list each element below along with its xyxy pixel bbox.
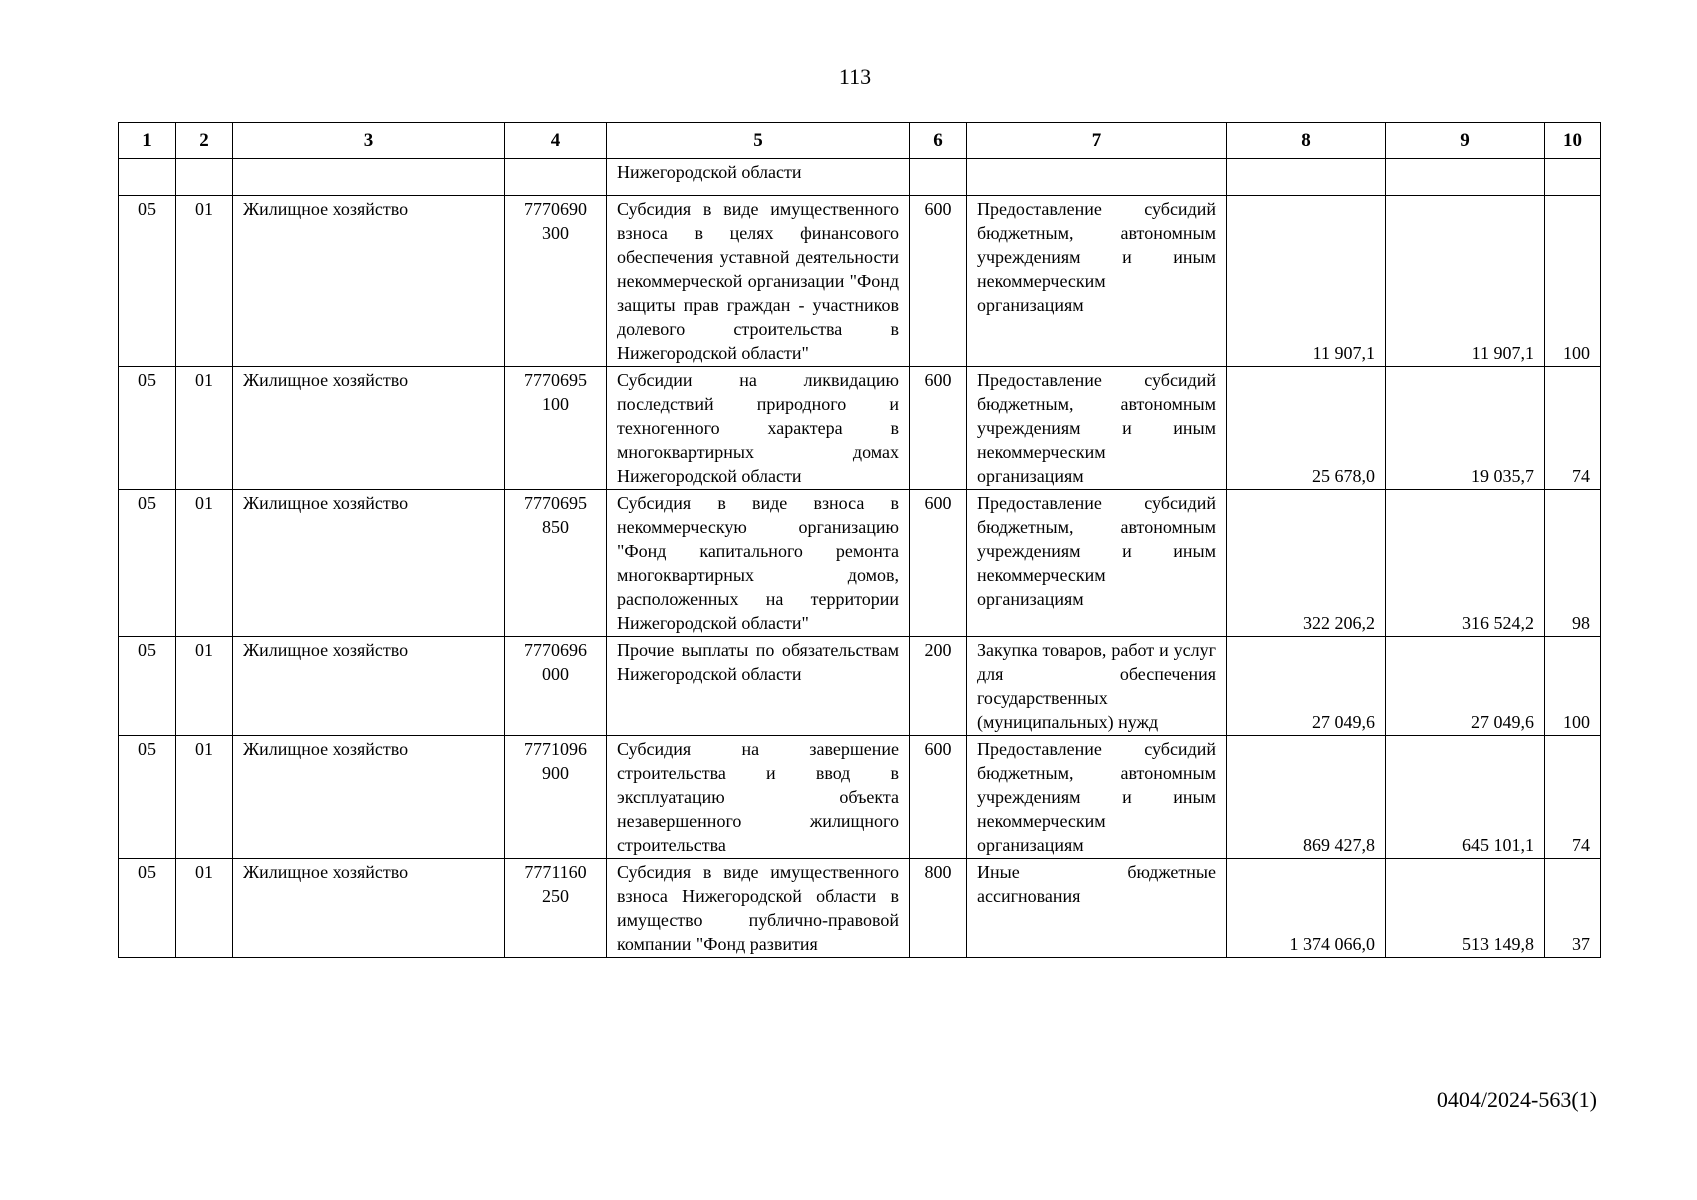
cell-type-code: 600 (910, 490, 967, 637)
cell-code: 7770695 850 (505, 490, 607, 637)
cell-actual: 645 101,1 (1386, 736, 1545, 859)
cell-name (233, 159, 505, 196)
cell-section: 05 (119, 196, 176, 367)
cell-code (505, 159, 607, 196)
cell-plan: 25 678,0 (1227, 367, 1386, 490)
cell-name: Жилищное хозяйство (233, 736, 505, 859)
cell-code: 7771160 250 (505, 859, 607, 958)
cell-type-name: Предоставление субсидий бюджетным, автономным учреждениям и иным некоммерческим организациям (967, 367, 1227, 490)
table-row (119, 490, 1601, 637)
cell-section: 05 (119, 859, 176, 958)
cell-subsection: 01 (176, 367, 233, 490)
cell-description: Нижегородской области (607, 159, 910, 196)
cell-type-code (910, 159, 967, 196)
cell-type-name: Иные бюджетные ассигнования (967, 859, 1227, 958)
header-col-8: 8 (1227, 123, 1386, 159)
cell-section (119, 159, 176, 196)
cell-description: Субсидии на ликвидацию последствий природного и техногенного характера в многоквартирных домах Нижегородской области (607, 367, 910, 490)
header-col-2: 2 (176, 123, 233, 159)
cell-type-code: 800 (910, 859, 967, 958)
cell-percent: 100 (1545, 196, 1601, 367)
table-row (119, 859, 1601, 958)
cell-name: Жилищное хозяйство (233, 367, 505, 490)
cell-section: 05 (119, 367, 176, 490)
cell-section: 05 (119, 490, 176, 637)
header-col-10: 10 (1545, 123, 1601, 159)
cell-percent (1545, 159, 1601, 196)
table-row (119, 637, 1601, 736)
cell-section: 05 (119, 736, 176, 859)
cell-percent: 74 (1545, 367, 1601, 490)
table-header-row (119, 123, 1601, 159)
cell-subsection (176, 159, 233, 196)
cell-type-code: 200 (910, 637, 967, 736)
cell-type-code: 600 (910, 736, 967, 859)
cell-percent: 98 (1545, 490, 1601, 637)
cell-description: Субсидия на завершение строительства и ввод в эксплуатацию объекта незавершенного жилищного строительства (607, 736, 910, 859)
cell-type-code: 600 (910, 367, 967, 490)
header-col-9: 9 (1386, 123, 1545, 159)
cell-type-name: Предоставление субсидий бюджетным, автономным учреждениям и иным некоммерческим организациям (967, 736, 1227, 859)
table-row (119, 367, 1601, 490)
header-col-5: 5 (607, 123, 910, 159)
header-col-3: 3 (233, 123, 505, 159)
cell-name: Жилищное хозяйство (233, 490, 505, 637)
cell-actual: 19 035,7 (1386, 367, 1545, 490)
budget-table (118, 122, 1601, 958)
cell-description: Субсидия в виде имущественного взноса в целях финансового обеспечения уставной деятельности некоммерческой организации "Фонд защиты прав граждан - участников долевого строительства в Нижегородской области" (607, 196, 910, 367)
cell-actual: 316 524,2 (1386, 490, 1545, 637)
cell-type-name: Закупка товаров, работ и услуг для обеспечения государственных (муниципальных) нужд (967, 637, 1227, 736)
cell-section: 05 (119, 637, 176, 736)
cell-type-code: 600 (910, 196, 967, 367)
cell-actual: 11 907,1 (1386, 196, 1545, 367)
cell-description: Субсидия в виде имущественного взноса Нижегородской области в имущество публично-правовой компании "Фонд развития (607, 859, 910, 958)
document-code: 0404/2024-563(1) (1436, 1087, 1597, 1112)
cell-subsection: 01 (176, 490, 233, 637)
cell-actual: 513 149,8 (1386, 859, 1545, 958)
cell-subsection: 01 (176, 196, 233, 367)
header-col-7: 7 (967, 123, 1227, 159)
table-row (119, 196, 1601, 367)
table-row (119, 159, 1601, 196)
cell-subsection: 01 (176, 736, 233, 859)
cell-type-name: Предоставление субсидий бюджетным, автономным учреждениям и иным некоммерческим организациям (967, 196, 1227, 367)
cell-description: Субсидия в виде взноса в некоммерческую организацию "Фонд капитального ремонта многоквартирных домов, расположенных на территории Нижегородской области" (607, 490, 910, 637)
page-number: 113 (838, 64, 872, 89)
cell-actual (1386, 159, 1545, 196)
cell-plan: 11 907,1 (1227, 196, 1386, 367)
cell-plan: 1 374 066,0 (1227, 859, 1386, 958)
cell-subsection: 01 (176, 859, 233, 958)
cell-percent: 37 (1545, 859, 1601, 958)
cell-plan: 322 206,2 (1227, 490, 1386, 637)
cell-code: 7770690 300 (505, 196, 607, 367)
cell-plan: 869 427,8 (1227, 736, 1386, 859)
cell-type-name (967, 159, 1227, 196)
cell-name: Жилищное хозяйство (233, 859, 505, 958)
cell-actual: 27 049,6 (1386, 637, 1545, 736)
header-col-6: 6 (910, 123, 967, 159)
cell-name: Жилищное хозяйство (233, 637, 505, 736)
cell-plan (1227, 159, 1386, 196)
cell-description: Прочие выплаты по обязательствам Нижегородской области (607, 637, 910, 736)
table-row (119, 736, 1601, 859)
header-col-1: 1 (119, 123, 176, 159)
cell-code: 7770695 100 (505, 367, 607, 490)
cell-name: Жилищное хозяйство (233, 196, 505, 367)
cell-code: 7770696 000 (505, 637, 607, 736)
cell-subsection: 01 (176, 637, 233, 736)
header-col-4: 4 (505, 123, 607, 159)
cell-percent: 74 (1545, 736, 1601, 859)
cell-code: 7771096 900 (505, 736, 607, 859)
cell-plan: 27 049,6 (1227, 637, 1386, 736)
cell-percent: 100 (1545, 637, 1601, 736)
cell-type-name: Предоставление субсидий бюджетным, автономным учреждениям и иным некоммерческим организациям (967, 490, 1227, 637)
